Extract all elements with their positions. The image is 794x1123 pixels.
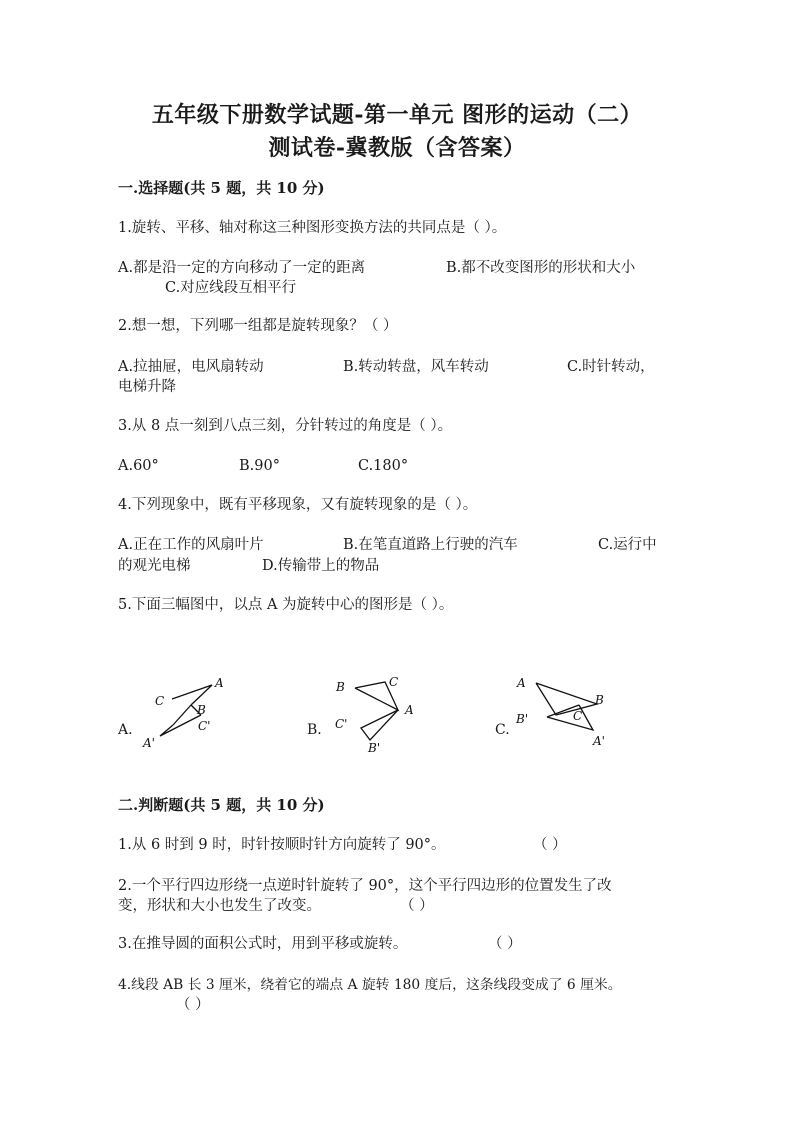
point-label-c: C — [155, 694, 165, 708]
q2-text: 2.想一想，下列哪一组都是旋转现象？（ ） — [118, 318, 398, 334]
figure-b-lower-triangle — [361, 710, 398, 740]
figure-a-upper-triangle — [172, 685, 212, 705]
point-label-c: C — [389, 675, 399, 689]
point-label-c: C — [573, 709, 583, 723]
q3-option-c: C.180° — [358, 458, 409, 474]
point-label-b-prime: B' — [368, 741, 381, 755]
q2-option-a: A.拉抽屉，电风扇转动 — [118, 359, 264, 375]
judge-q4-answer-bracket: （ ） — [176, 997, 210, 1013]
q4-option-c: C.运行中 — [598, 537, 657, 553]
point-label-b: B — [336, 680, 345, 694]
point-label-b: B — [595, 693, 604, 707]
q1-option-a: A.都是沿一定的方向移动了一定的距离 — [118, 260, 366, 276]
figure-a-lower-triangle — [160, 715, 201, 736]
q1-option-c: C.对应线段互相平行 — [165, 280, 297, 296]
point-label-c-prime: C' — [198, 719, 211, 733]
q2-option-c: C.时针转动， — [567, 359, 655, 375]
point-label-a-prime: A' — [143, 736, 155, 750]
point-label-a-prime: A' — [593, 734, 605, 748]
judge-q2-text: 2.一个平行四边形绕一点逆时针旋转了 90°，这个平行四边形的位置发生了改 — [118, 878, 612, 894]
judge-q3-answer-bracket: （ ） — [488, 936, 522, 952]
q4-option-d: D.传输带上的物品 — [262, 558, 380, 574]
q1-option-b: B.都不改变图形的形状和大小 — [446, 260, 636, 276]
judge-q1-text: 1.从 6 时到 9 时，时针按顺时针方向旋转了 90°。 — [118, 837, 446, 853]
judge-q2-answer-bracket: （ ） — [400, 898, 434, 914]
point-label-a: A — [405, 703, 414, 717]
point-label-b: B — [197, 703, 206, 717]
judge-q1-answer-bracket: （ ） — [533, 837, 567, 853]
q2-option-b: B.转动转盘，风车转动 — [343, 359, 489, 375]
figure-b-label: B. — [307, 722, 322, 738]
q3-option-a: A.60° — [118, 458, 159, 474]
q4-option-b: B.在笔直道路上行驶的汽车 — [343, 537, 518, 553]
q4-option-c-cont: 的观光电梯 — [118, 558, 191, 574]
q3-option-b: B.90° — [239, 458, 280, 474]
q2-option-c-cont: 电梯升降 — [118, 379, 176, 395]
judge-q3-text: 3.在推导圆的面积公式时，用到平移或旋转。 — [118, 936, 408, 952]
figure-b-diagram — [330, 670, 430, 755]
section1-heading: 一.选择题(共 5 题，共 10 分) — [118, 179, 325, 197]
figure-c-diagram — [512, 670, 622, 755]
judge-q2-text-cont: 变，形状和大小也发生了改变。 — [118, 898, 321, 914]
judge-q4-text: 4.线段 AB 长 3 厘米，绕着它的端点 A 旋转 180 度后，这条线段变成了 6 厘米。 — [118, 977, 622, 993]
section2-heading: 二.判断题(共 5 题，共 10 分) — [118, 796, 325, 814]
point-label-b-prime: B' — [516, 712, 529, 726]
figure-a-label: A. — [118, 722, 133, 738]
q4-option-a: A.正在工作的风扇叶片 — [118, 537, 264, 553]
q4-text: 4.下列现象中，既有平移现象，又有旋转现象的是（ ）。 — [118, 497, 478, 513]
point-label-c-prime: C' — [335, 717, 348, 731]
page-title-line2: 测试卷-冀教版（含答案） — [268, 135, 526, 161]
figure-c-label: C. — [495, 722, 510, 738]
point-label-a: A — [215, 676, 224, 690]
point-label-a: A — [517, 676, 526, 690]
q5-text: 5.下面三幅图中，以点 A 为旋转中心的图形是（ ）。 — [118, 597, 454, 613]
q3-text: 3.从 8 点一刻到八点三刻，分针转过的角度是（ ）。 — [118, 418, 453, 434]
figure-a-diagram — [140, 670, 240, 755]
page-title-line1: 五年级下册数学试题-第一单元 图形的运动（二） — [151, 102, 643, 128]
q1-text: 1.旋转、平移、轴对称这三种图形变换方法的共同点是（ ）。 — [118, 220, 507, 236]
